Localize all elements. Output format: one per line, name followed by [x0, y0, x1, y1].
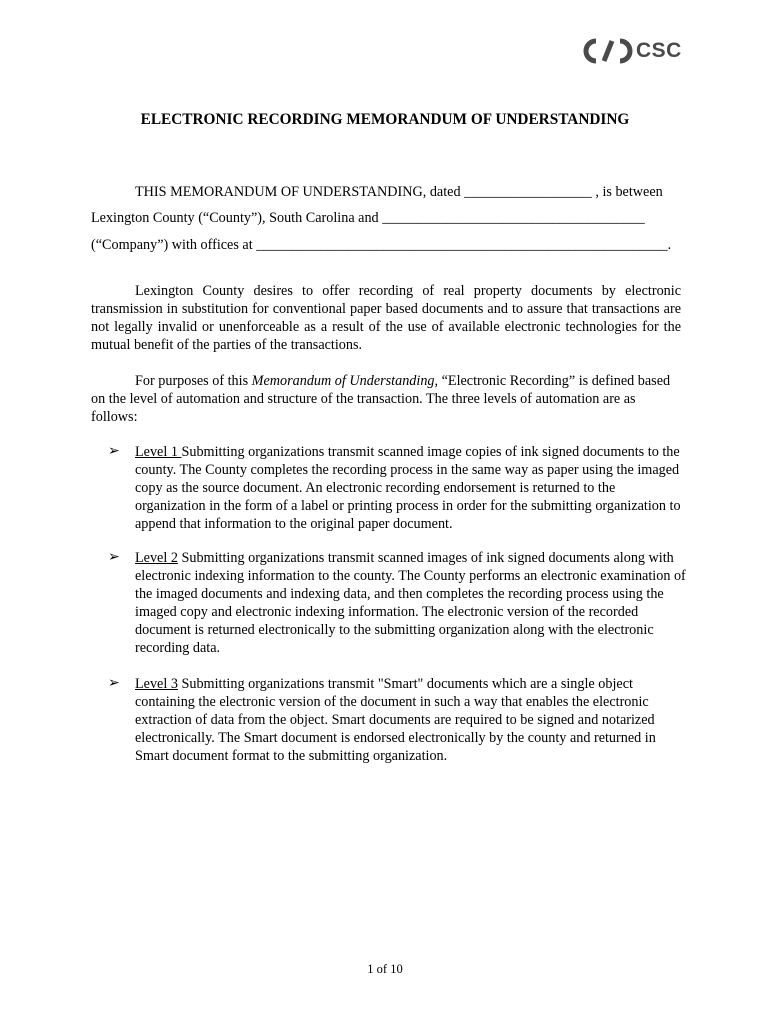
arrow-bullet-icon: ➢ [108, 550, 120, 565]
paragraph-purpose: Lexington County desires to offer recording of real property documents by electronic transmission in substitution for conventional paper based documents and to assure that transactions are not legally invalid or unenforceable as a result of the use of available electronic technologies for the mutual benefit of the parties of the transactions. [91, 283, 681, 353]
level-1-text: Submitting organizations transmit scanned image copies of ink signed documents to the county. The County completes the recording process in the same way as paper using the imaged copy as the source document. An electronic recording endorsement is returned to the organization in the form of a label or printing process in order for the submitting organization to append that information to the original paper document. [135, 444, 681, 532]
intro-line-2: Lexington County (“County”), South Carolina and _____________________________________ [91, 210, 645, 226]
arrow-bullet-icon: ➢ [108, 444, 120, 459]
paragraph-definition [91, 372, 681, 426]
definition-text-after: , “Electronic Recording” is defined based on the level of automation and structure of the transaction. The three levels of automation are as follows: [91, 373, 671, 425]
page-number: 1 of 10 [367, 962, 403, 976]
level-1-label: Level 1 [135, 444, 182, 460]
level-1-body [135, 443, 688, 533]
definition-italic-term: Memorandum of Understanding [251, 373, 435, 389]
level-2-item [108, 549, 688, 657]
level-3-text: Submitting organizations transmit "Smart" documents which are a single object containing the electronic version of the document in such a way that enables the electronic extraction of data from the object. Smart documents are required to be signed and notarized electronically. The Smart document is endorsed electronically by the county and returned in Smart document format to the submitting organization. [135, 676, 656, 764]
level-3-label: Level 3 [135, 676, 178, 692]
level-2-text: Submitting organizations transmit scanned images of ink signed documents along with electronic indexing information to the county. The County performs an electronic examination of the imaged documents and indexing data, and then completes the recording process using the imaged copy and electronic indexing information. The electronic version of the recorded document is returned electronically to the submitting organization along with the electronic recording data. [135, 550, 686, 656]
level-3-item [108, 675, 688, 765]
logo-text: CSC [636, 39, 682, 62]
definition-text-before: For purposes of this [135, 373, 252, 389]
level-1-item [108, 443, 688, 533]
level-3-body [135, 675, 688, 765]
intro-line-3: (“Company”) with offices at __________________________________________________________. [91, 237, 672, 253]
document-title: ELECTRONIC RECORDING MEMORANDUM OF UNDERSTANDING [140, 111, 630, 128]
intro-line-1: THIS MEMORANDUM OF UNDERSTANDING, dated __________________ , is between [135, 184, 663, 200]
csc-logo [582, 36, 682, 66]
level-2-label: Level 2 [135, 550, 178, 566]
level-2-body [135, 549, 688, 657]
csc-logo-icon [582, 36, 634, 66]
arrow-bullet-icon: ➢ [108, 676, 120, 691]
